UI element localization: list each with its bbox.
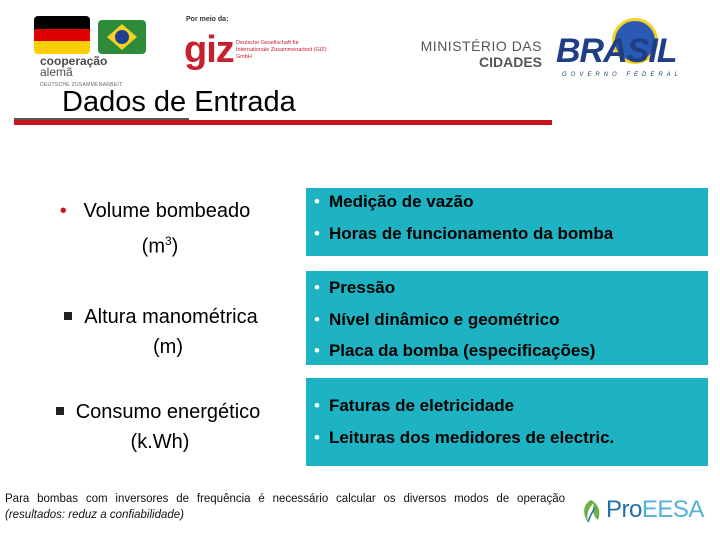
left-item-consumo: Consumo energético (k.Wh) [30, 397, 286, 457]
proeesa-wordmark: ProEESA [606, 496, 704, 523]
giz-wordmark: giz [184, 29, 234, 71]
slide-title: Dados de Entrada [62, 86, 296, 118]
footnote: Para bombas com inversores de frequência é necessário calcular os diversos modos de operação (resultados: reduz a confiabilidade) [5, 493, 565, 521]
brasil-governo-federal-logo [552, 12, 712, 82]
germany-flag-icon [34, 16, 90, 54]
box-item: • Placa da bomba (especificações) [314, 341, 596, 360]
bullet-dot-icon: • [59, 200, 67, 222]
ministerio-line1: MINISTÉRIO DAS [420, 38, 542, 54]
giz-logo [180, 14, 330, 74]
giz-prefix: Por meio da: [186, 16, 229, 23]
giz-description: Deutsche Gesellschaft für Internationale Zusammenarbeit (GIZ) GmbH [236, 40, 327, 60]
cooperacao-logo-text: cooperação alemã [40, 54, 108, 79]
box-item: • Faturas de eletricidade [314, 396, 515, 415]
input-box-vazao [306, 188, 708, 256]
square-bullet-icon [56, 407, 64, 415]
box-item: • Leituras dos medidores de electric. [314, 428, 615, 447]
governo-federal-text: GOVERNO FEDERAL [562, 72, 683, 78]
box-item: • Horas de funcionamento da bomba [314, 224, 614, 243]
brazil-flag-icon [98, 20, 146, 54]
cooperacao-logo-sub: DEUTSCHE ZUSAMMENARBEIT [40, 82, 123, 88]
square-bullet-icon [64, 312, 72, 320]
box-item: • Medição de vazão [314, 192, 474, 211]
cooperacao-alema-logo [28, 12, 148, 88]
left-item-altura: Altura manométrica (m) [36, 302, 286, 362]
ministerio-cidades-logo [414, 38, 542, 70]
brasil-wordmark: BRASIL [556, 32, 677, 70]
proeesa-logo [578, 494, 704, 530]
input-box-faturas [306, 378, 708, 466]
left-item-volume: • Volume bombeado $(m^3)$ [59, 200, 251, 258]
logo-bar [0, 0, 720, 88]
box-item: • Nível dinâmico e geométrico [314, 310, 560, 329]
title-underline [14, 120, 552, 125]
ministerio-line2: CIDADES [478, 54, 542, 70]
input-box-pressao [306, 271, 708, 365]
leaf-icon [580, 498, 602, 524]
box-item: • Pressão [314, 278, 396, 297]
